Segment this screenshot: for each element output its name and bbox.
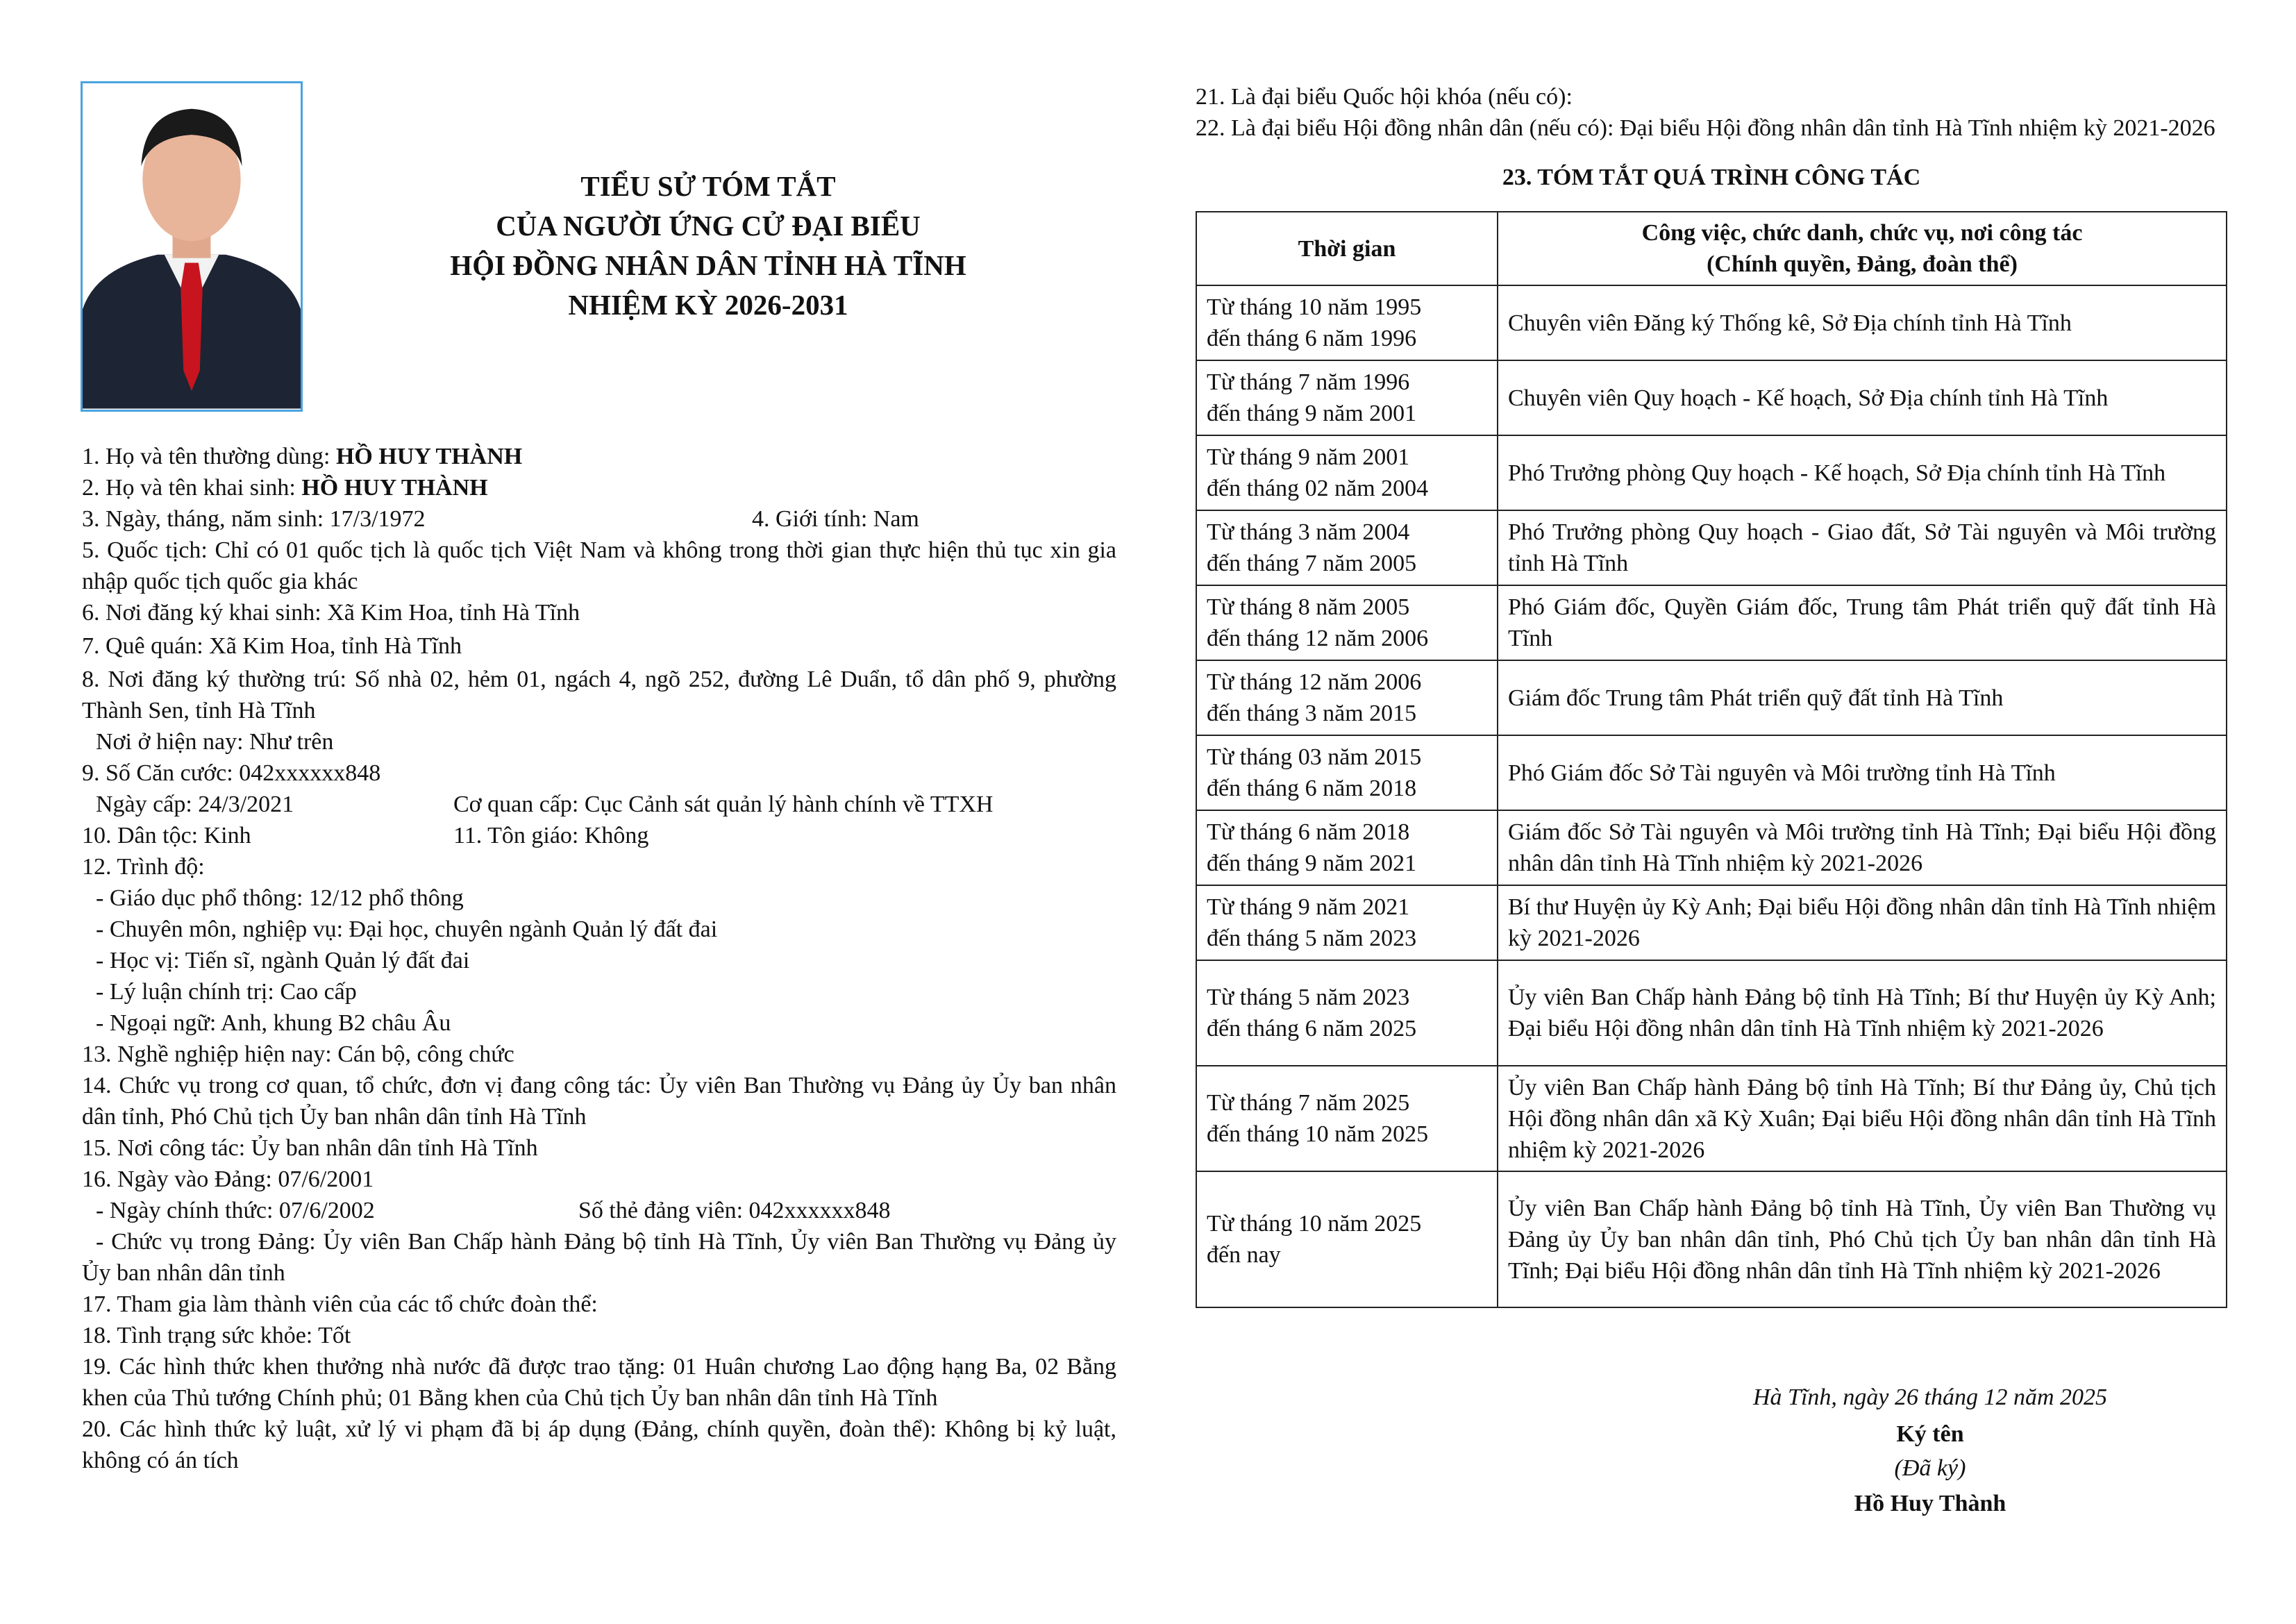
job-cell: Phó Giám đốc, Quyền Giám đốc, Trung tâm Phát triển quỹ đất tỉnh Hà Tĩnh [1498,585,2227,660]
right-column [1196,81,2227,1308]
table-row [1196,285,2227,360]
table-row [1196,810,2227,885]
bio-party-card: Số thẻ đảng viên: 042xxxxxx848 [578,1198,891,1223]
column-header-job [1498,212,2227,285]
bio-nationality: 5. Quốc tịch: Chỉ có 01 quốc tịch là quốc tịch Việt Nam và không trong thời gian thực hiện thủ tục xin gia nhập quốc tịch quốc gia khác [82,537,1116,594]
bio-education-heading: 12. Trình độ: [82,854,205,880]
bio-education-item: - Lý luận chính trị: Cao cấp [96,979,357,1005]
time-cell: Từ tháng 7 năm 2025 đến tháng 10 năm 2025 [1196,1066,1498,1171]
bio-party-join-date: 16. Ngày vào Đảng: 07/6/2001 [82,1166,374,1192]
work-history-title: 23. TÓM TẮT QUÁ TRÌNH CÔNG TÁC [1502,165,1921,190]
bio-education-item: - Chuyên môn, nghiệp vụ: Đại học, chuyên ngành Quản lý đất đai [96,916,718,942]
table-header-row [1196,212,2227,285]
bio-permanent-address: 8. Nơi đăng ký thường trú: Số nhà 02, hẻm 01, ngách 4, ngõ 252, đường Lê Duẩn, tổ dân phố 9, phường Thành Sen, tỉnh Hà Tĩnh [82,667,1116,723]
time-cell: Từ tháng 5 năm 2023 đến tháng 6 năm 2025 [1196,960,1498,1066]
time-cell: Từ tháng 03 năm 2015 đến tháng 6 năm 2018 [1196,735,1498,810]
portrait-photo [81,81,303,412]
job-cell: Phó Trưởng phòng Quy hoạch - Giao đất, Sở Tài nguyên và Môi trường tỉnh Hà Tĩnh [1498,510,2227,585]
bio-details [82,441,1116,1476]
column-header-job-line: (Chính quyền, Đảng, đoàn thể) [1707,251,2018,277]
bio-common-name: 1. Họ và tên thường dùng: HỒ HUY THÀNH [82,444,523,469]
bio-peoples-council: 22. Là đại biểu Hội đồng nhân dân (nếu có): Đại biểu Hội đồng nhân dân tỉnh Hà Tĩnh nhiệm kỳ 2021-2026 [1196,115,2215,141]
bio-gender: 4. Giới tính: Nam [752,506,919,532]
job-cell: Ủy viên Ban Chấp hành Đảng bộ tỉnh Hà Tĩnh, Ủy viên Ban Thường vụ Đảng ủy Ủy ban nhân dân tỉnh, Phó Chủ tịch Ủy ban nhân dân tỉnh Hà Tĩnh; Đại biểu Hội đồng nhân dân tỉnh Hà Tĩnh nhiệm kỳ 2021-2026 [1498,1171,2227,1307]
bio-education-item: - Học vị: Tiến sĩ, ngành Quản lý đất đai [96,948,470,973]
signature-block [1666,1382,2194,1519]
bio-birth-registration: 6. Nơi đăng ký khai sinh: Xã Kim Hoa, tỉnh Hà Tĩnh [82,600,580,626]
bio-health: 18. Tình trạng sức khỏe: Tốt [82,1323,351,1348]
table-row [1196,1066,2227,1171]
time-cell: Từ tháng 10 năm 1995 đến tháng 6 năm 1996 [1196,285,1498,360]
time-cell: Từ tháng 6 năm 2018 đến tháng 9 năm 2021 [1196,810,1498,885]
document-title [347,167,1069,325]
title-line: HỘI ĐỒNG NHÂN DÂN TỈNH HÀ TĨNH [450,249,966,281]
bio-occupation: 13. Nghề nghiệp hiện nay: Cán bộ, công chức [82,1041,514,1067]
bio-current-residence: Nơi ở hiện nay: Như trên [96,729,334,755]
bio-id-number: 9. Số Căn cước: 042xxxxxx848 [82,760,381,786]
time-cell: Từ tháng 8 năm 2005 đến tháng 12 năm 2006 [1196,585,1498,660]
title-line: NHIỆM KỲ 2026-2031 [568,289,848,321]
job-cell: Giám đốc Sở Tài nguyên và Môi trường tỉnh Hà Tĩnh; Đại biểu Hội đồng nhân dân tỉnh Hà Tĩnh nhiệm kỳ 2021-2026 [1498,810,2227,885]
bio-id-issue [82,789,1116,820]
work-history-table [1196,211,2227,1308]
sign-label: Ký tên [1896,1421,1964,1447]
bio-id-issue-date: Ngày cấp: 24/3/2021 [96,792,294,817]
bio-ethnicity-religion [82,820,1116,851]
job-cell: Chuyên viên Quy hoạch - Kế hoạch, Sở Địa chính tỉnh Hà Tĩnh [1498,360,2227,435]
bio-education-item: - Giáo dục phổ thông: 12/12 phổ thông [96,885,464,911]
time-cell: Từ tháng 10 năm 2025 đến nay [1196,1171,1498,1307]
bio-party-official-date: - Ngày chính thức: 07/6/2002 [96,1198,375,1223]
table-row [1196,585,2227,660]
job-cell: Ủy viên Ban Chấp hành Đảng bộ tỉnh Hà Tĩnh; Bí thư Đảng ủy, Chủ tịch Hội đồng nhân dân xã Kỳ Xuân; Đại biểu Hội đồng nhân dân tỉnh Hà Tĩnh nhiệm kỳ 2021-2026 [1498,1066,2227,1171]
place-date: Hà Tĩnh, ngày 26 tháng 12 năm 2025 [1753,1384,2107,1410]
table-row [1196,885,2227,960]
bio-ethnicity: 10. Dân tộc: Kinh [82,823,251,848]
table-row [1196,660,2227,735]
bio-religion: 11. Tôn giáo: Không [453,823,649,848]
table-row [1196,1171,2227,1307]
signed-note: (Đã ký) [1894,1455,1966,1481]
job-cell: Phó Trưởng phòng Quy hoạch - Kế hoạch, Sở Địa chính tỉnh Hà Tĩnh [1498,435,2227,510]
column-header-job-line: Công việc, chức danh, chức vụ, nơi công tác [1641,220,2083,246]
time-cell: Từ tháng 3 năm 2004 đến tháng 7 năm 2005 [1196,510,1498,585]
bio-id-issue-agency: Cơ quan cấp: Cục Cảnh sát quản lý hành chính về TTXH [453,792,994,817]
job-cell: Bí thư Huyện ủy Kỳ Anh; Đại biểu Hội đồng nhân dân tỉnh Hà Tĩnh nhiệm kỳ 2021-2026 [1498,885,2227,960]
bio-organizations: 17. Tham gia làm thành viên của các tổ chức đoàn thể: [82,1291,598,1317]
job-cell: Giám đốc Trung tâm Phát triển quỹ đất tỉnh Hà Tĩnh [1498,660,2227,735]
bio-party-position: - Chức vụ trong Đảng: Ủy viên Ban Chấp hành Đảng bộ tỉnh Hà Tĩnh, Ủy viên Ban Thường vụ Đảng ủy Ủy ban nhân dân tỉnh [82,1229,1116,1286]
time-cell: Từ tháng 7 năm 1996 đến tháng 9 năm 2001 [1196,360,1498,435]
time-cell: Từ tháng 9 năm 2001 đến tháng 02 năm 2004 [1196,435,1498,510]
job-cell: Ủy viên Ban Chấp hành Đảng bộ tỉnh Hà Tĩnh; Bí thư Huyện ủy Kỳ Anh; Đại biểu Hội đồng nhân dân tỉnh Hà Tĩnh nhiệm kỳ 2021-2026 [1498,960,2227,1066]
bio-awards: 19. Các hình thức khen thưởng nhà nước đã được trao tặng: 01 Huân chương Lao động hạng Ba, 02 Bằng khen của Thủ tướng Chính phủ; 01 Bằng khen của Chủ tịch Ủy ban nhân dân tỉnh Hà Tĩnh [82,1354,1116,1411]
bio-national-assembly: 21. Là đại biểu Quốc hội khóa (nếu có): [1196,84,1573,110]
table-row [1196,960,2227,1066]
bio-education-item: - Ngoại ngữ: Anh, khung B2 châu Âu [96,1010,451,1036]
bio-discipline: 20. Các hình thức kỷ luật, xử lý vi phạm đã bị áp dụng (Đảng, chính quyền, đoàn thể): Không bị kỷ luật, không có án tích [82,1416,1116,1473]
bio-party-official [82,1195,1116,1226]
signer-name: Hồ Huy Thành [1854,1491,2006,1516]
job-cell: Chuyên viên Đăng ký Thống kê, Sở Địa chính tỉnh Hà Tĩnh [1498,285,2227,360]
bio-workplace: 15. Nơi công tác: Ủy ban nhân dân tỉnh Hà Tĩnh [82,1135,538,1161]
bio-birth-name: 2. Họ và tên khai sinh: HỒ HUY THÀNH [82,475,488,501]
title-line: CỦA NGƯỜI ỨNG CỬ ĐẠI BIỂU [496,210,921,242]
job-cell: Phó Giám đốc Sở Tài nguyên và Môi trường tỉnh Hà Tĩnh [1498,735,2227,810]
bio-position: 14. Chức vụ trong cơ quan, tổ chức, đơn vị đang công tác: Ủy viên Ban Thường vụ Đảng ủy Ủy ban nhân dân tỉnh, Phó Chủ tịch Ủy ban nhân dân tỉnh Hà Tĩnh [82,1073,1116,1130]
bio-hometown: 7. Quê quán: Xã Kim Hoa, tỉnh Hà Tĩnh [82,633,462,659]
bio-birthdate-gender [82,503,1116,535]
table-row [1196,360,2227,435]
bio-birthdate: 3. Ngày, tháng, năm sinh: 17/3/1972 [82,506,426,532]
column-header-time: Thời gian [1196,212,1498,285]
table-row [1196,435,2227,510]
title-line: TIỂU SỬ TÓM TẮT [580,170,836,202]
time-cell: Từ tháng 9 năm 2021 đến tháng 5 năm 2023 [1196,885,1498,960]
table-row [1196,735,2227,810]
time-cell: Từ tháng 12 năm 2006 đến tháng 3 năm 2015 [1196,660,1498,735]
table-row [1196,510,2227,585]
